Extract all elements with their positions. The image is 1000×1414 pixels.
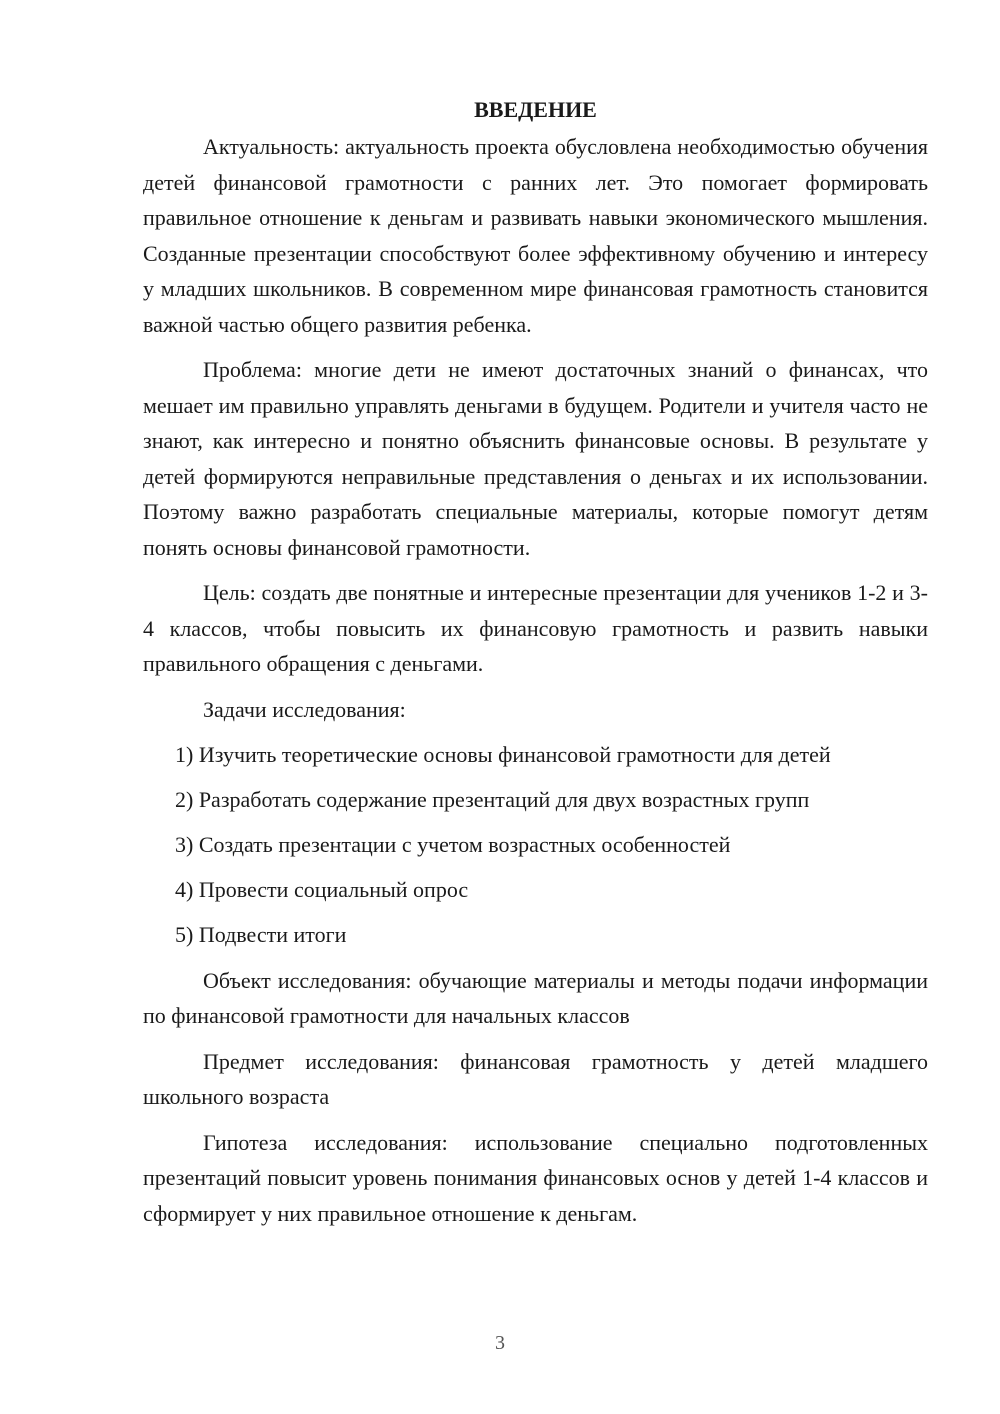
goal-paragraph: Цель: создать две понятные и интересные презентации для учеников 1-2 и 3-4 классов, чтобы повысить их финансовую грамотность и развить навыки правильного обращения с деньгами. [143, 580, 928, 676]
task-item-5: 5) Подвести итоги [175, 922, 347, 947]
subject-paragraph: Предмет исследования: финансовая грамотность у детей младшего школьного возраста [143, 1048, 928, 1109]
problem-paragraph: Проблема: многие дети не имеют достаточных знаний о финансах, что мешает им правильно управлять деньгами в будущем. Родители и учителя часто не знают, как интересно и понятно объяснить финансовые основы. В результате у детей формируются неправильные представления о деньгах и их использовании. Поэтому важно разработать специальные материалы, которые помогут детям понять основы финансовой грамотности. [143, 357, 928, 560]
relevance-paragraph: Актуальность: актуальность проекта обусловлена необходимостью обучения детей финансовой грамотности с ранних лет. Это помогает формировать правильное отношение к деньгам и развивать навыки экономического мышления. Созданные презентации способствуют более эффективному обучению и интересу у младших школьников. В современном мире финансовая грамотность становится важной частью общего развития ребенка. [143, 134, 928, 337]
object-paragraph: Объект исследования: обучающие материалы и методы подачи информации по финансовой грамотности для начальных классов [143, 967, 928, 1028]
task-item-3: 3) Создать презентации с учетом возрастных особенностей [175, 832, 731, 857]
task-item-2: 2) Разработать содержание презентаций для двух возрастных групп [175, 787, 810, 812]
document-page [143, 92, 928, 1241]
page-number: 3 [495, 1332, 505, 1354]
tasks-list [143, 737, 928, 953]
tasks-title: Задачи исследования: [203, 696, 406, 722]
task-item-4: 4) Провести социальный опрос [175, 877, 469, 902]
task-item-1: 1) Изучить теоретические основы финансовой грамотности для детей [175, 742, 831, 767]
section-heading: ВВЕДЕНИЕ [474, 97, 597, 122]
hypothesis-paragraph: Гипотеза исследования: использование специально подготовленных презентаций повысит уровень понимания финансовых основ у детей 1-4 классов и сформирует у них правильное отношение к деньгам. [143, 1129, 928, 1226]
